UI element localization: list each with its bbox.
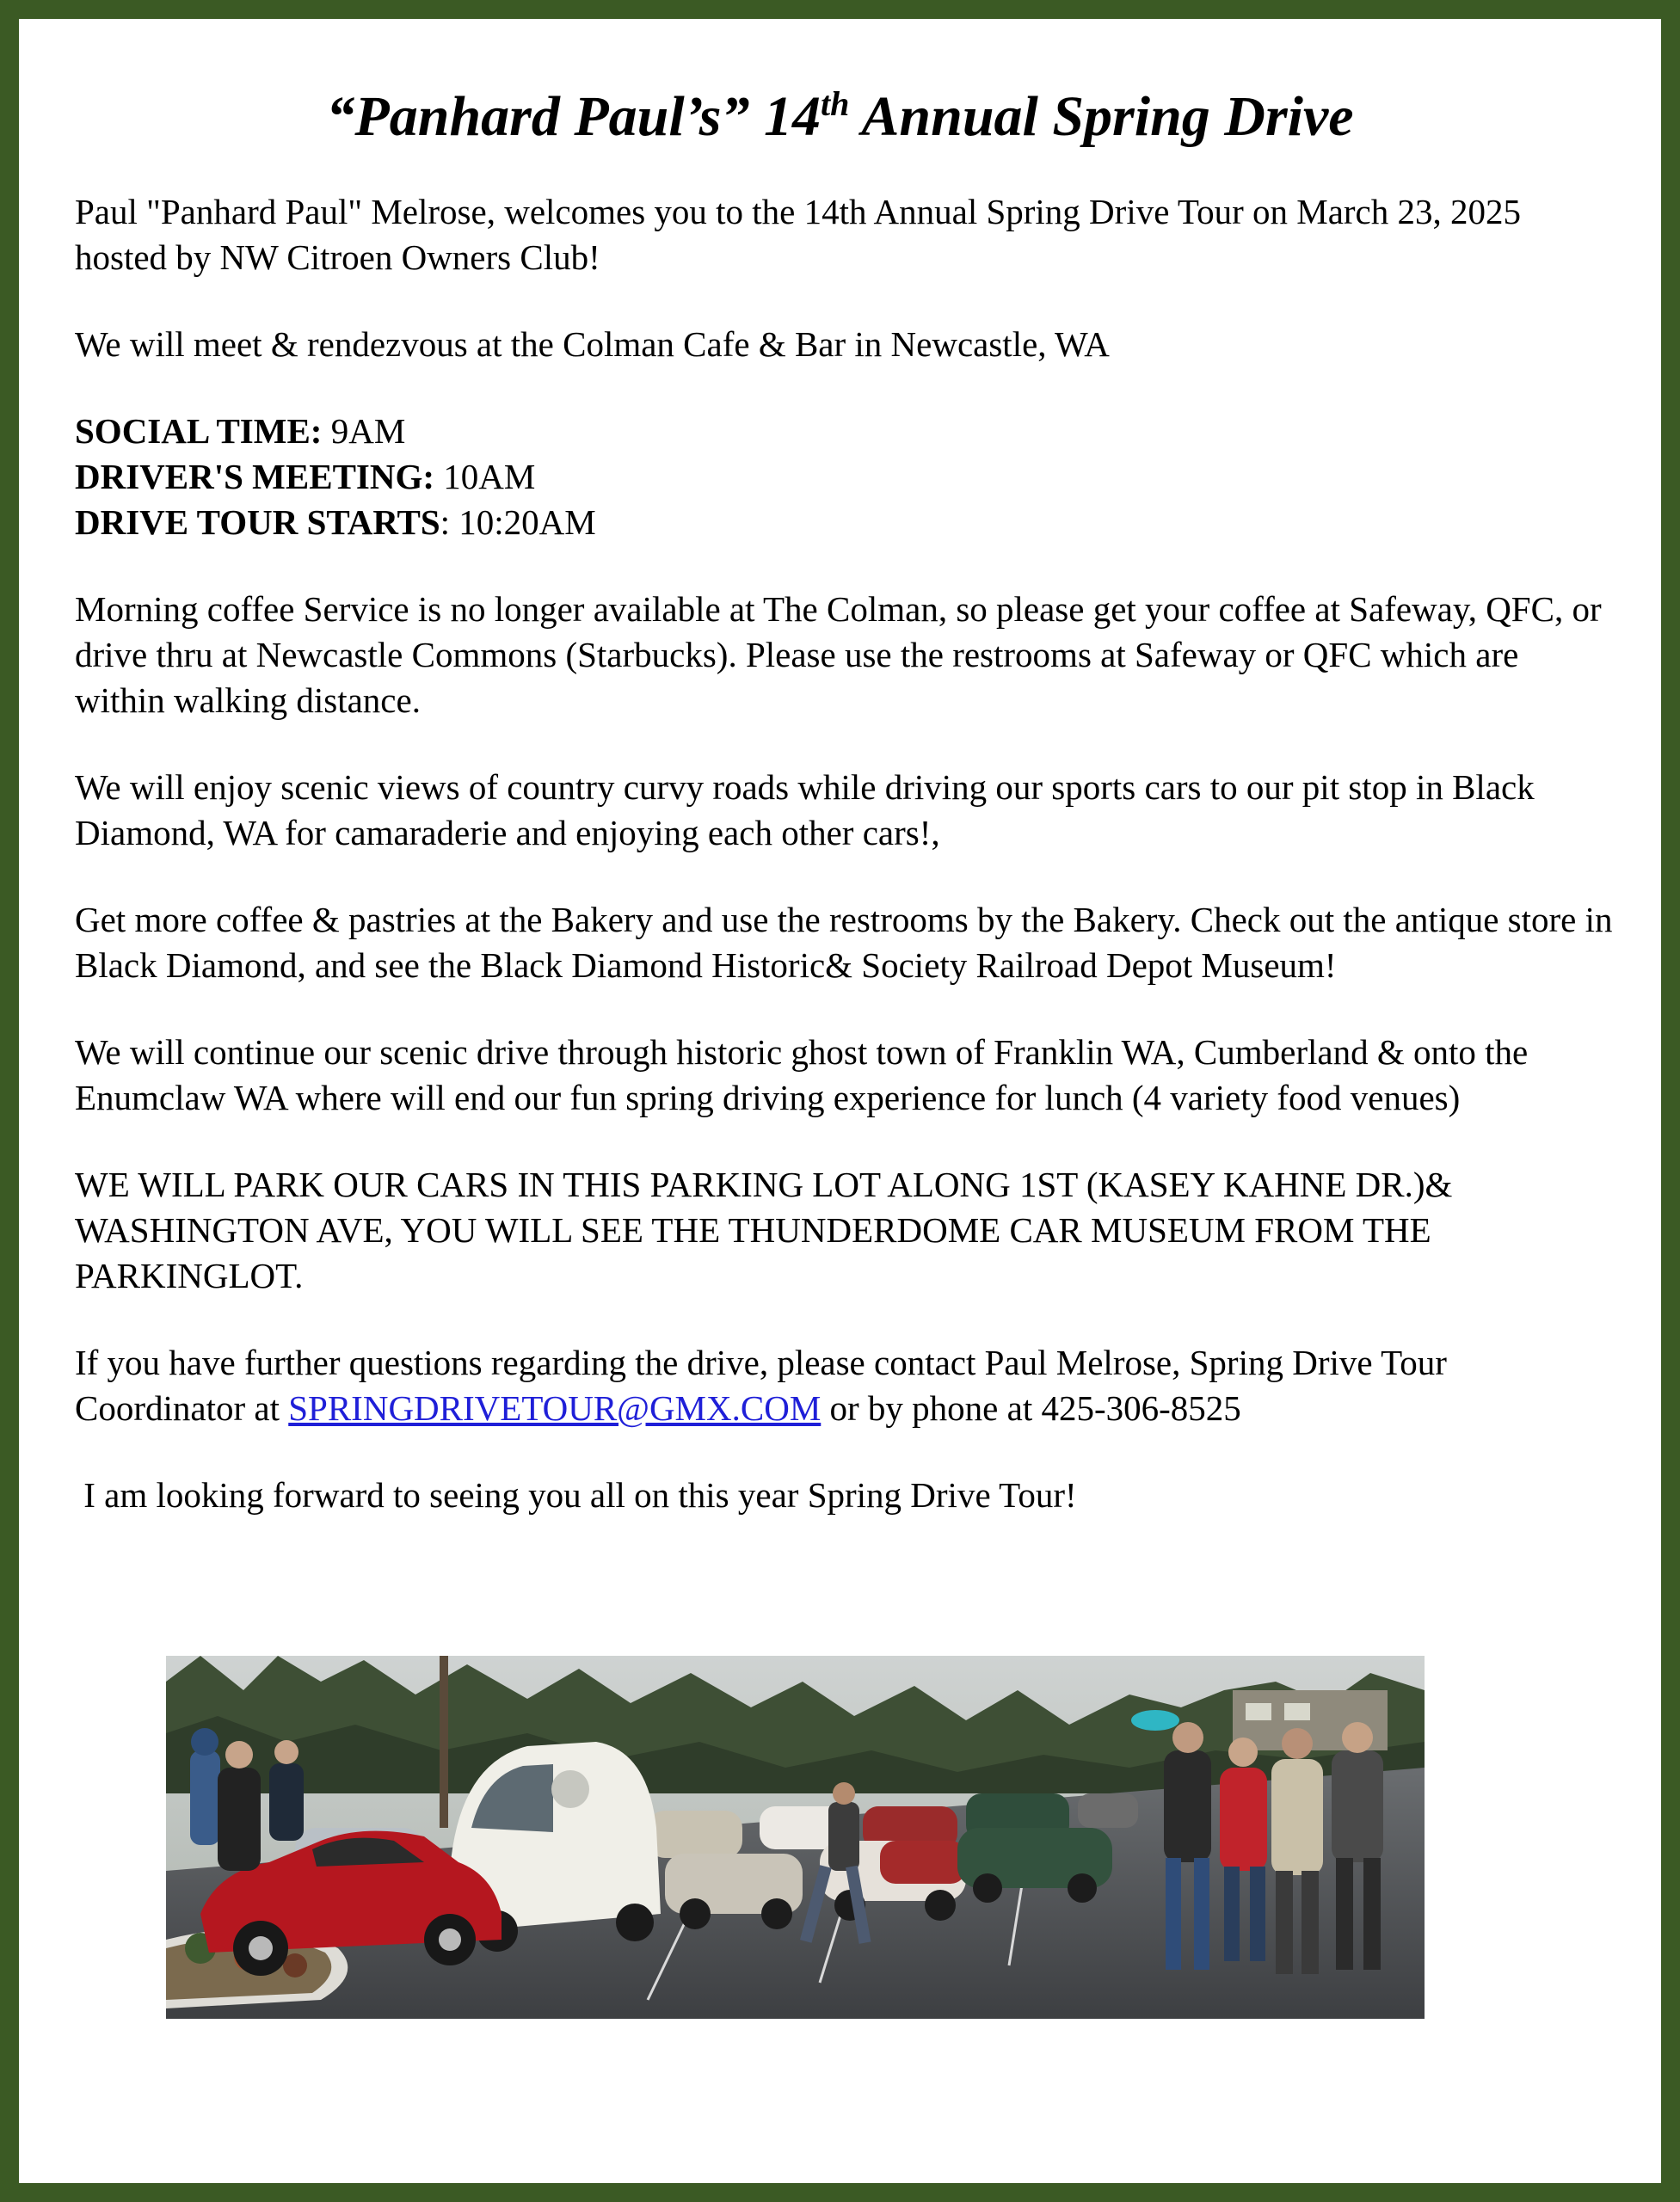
car-gathering-photo: [166, 1656, 1425, 2019]
meet-paragraph: We will meet & rendezvous at the Colman Cafe & Bar in Newcastle, WA: [75, 324, 1110, 364]
title-suffix: Annual Spring Drive: [849, 85, 1354, 148]
continue-paragraph: We will continue our scenic drive through historic ghost town of Franklin WA, Cumberland & onto the Enumclaw WA where will end our fun spring driving experience for lunch (4 variety food venues): [75, 1032, 1529, 1117]
schedule-label: SOCIAL TIME:: [75, 411, 323, 451]
parking-paragraph: WE WILL PARK OUR CARS IN THIS PARKING LOT ALONG 1ST (KASEY KAHNE DR.)& WASHINGTON AVE, YOU WILL SEE THE THUNDERDOME CAR MUSEUM FROM THE PARKINGLOT.: [75, 1165, 1453, 1295]
schedule-value: : 10:20AM: [440, 502, 596, 542]
schedule-label: DRIVER'S MEETING:: [75, 457, 435, 496]
contact-text-before: If you have further questions regarding the drive, please contact Paul Melrose, Spring Drive Tour Coordinator at: [75, 1343, 1447, 1428]
email-link[interactable]: SPRINGDRIVETOUR@GMX.COM: [288, 1388, 822, 1428]
closing-paragraph: I am looking forward to seeing you all on this year Spring Drive Tour!: [75, 1475, 1077, 1515]
schedule-label: DRIVE TOUR STARTS: [75, 502, 440, 542]
schedule-drivers-meeting: [75, 454, 1615, 500]
contact-text-after: or by phone at 425-306-8525: [821, 1388, 1241, 1428]
title-prefix: “Panhard Paul’s” 14: [326, 85, 821, 148]
bakery-paragraph: Get more coffee & pastries at the Bakery and use the restrooms by the Bakery. Check out the antique store in Black Diamond, and see the Black Diamond Historic& Society Railroad Depot Museum!: [75, 900, 1613, 985]
schedule-value: 9AM: [322, 411, 406, 451]
scenic-paragraph: We will enjoy scenic views of country curvy roads while driving our sports cars to our pit stop in Black Diamond, WA for camaraderie and enjoying each other cars!,: [75, 767, 1535, 852]
schedule-tour-start: [75, 500, 1615, 545]
intro-paragraph: Paul "Panhard Paul" Melrose, welcomes you to the 14th Annual Spring Drive Tour on March 23, 2025 hosted by NW Citroen Owners Club!: [75, 192, 1521, 277]
schedule-block: [75, 409, 1615, 545]
schedule-value: 10AM: [434, 457, 536, 496]
title-superscript: th: [820, 84, 850, 123]
page-title: [0, 83, 1680, 151]
coffee-paragraph: Morning coffee Service is no longer available at The Colman, so please get your coffee at Safeway, QFC, or drive thru at Newcastle Commons (Starbucks). Please use the restrooms at Safeway or QFC which are within walking distance.: [75, 589, 1602, 720]
contact-paragraph: [75, 1340, 1615, 1431]
body-content: [75, 189, 1615, 1559]
schedule-social: [75, 409, 1615, 454]
